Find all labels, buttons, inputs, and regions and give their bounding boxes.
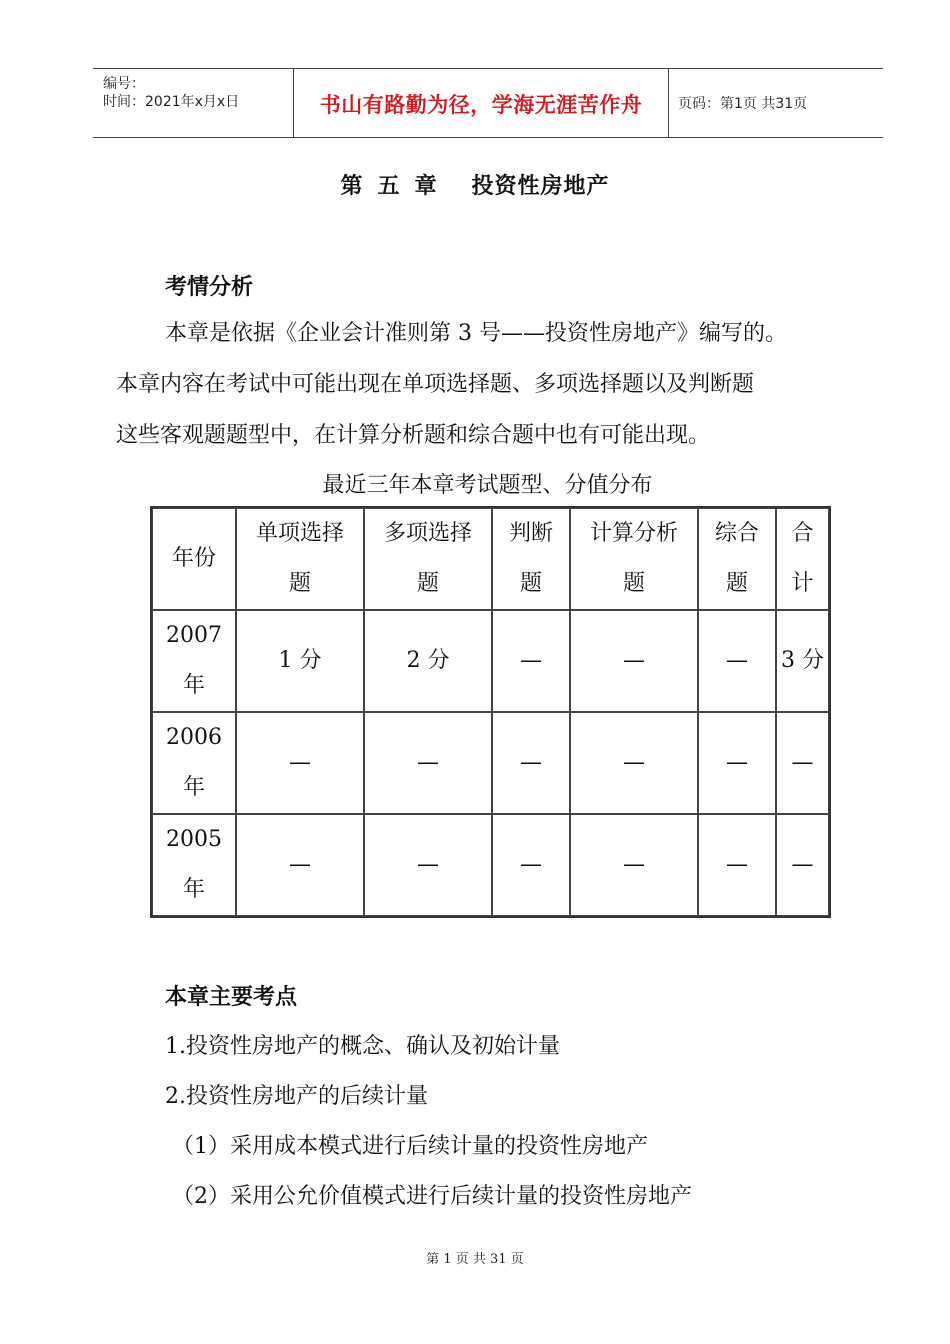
header-page-cell [668, 69, 883, 137]
table-header-row [152, 508, 829, 610]
score-cell: — [364, 814, 492, 916]
chapter-title-part4: 投资性房地产 [471, 174, 610, 199]
header-cell-year: 年份 [152, 508, 236, 610]
chapter-title-part3: 章 [414, 174, 438, 199]
header-cell-calculation: 计算分析 题 [570, 508, 698, 610]
year-cell: 2007 年 [152, 610, 236, 712]
header-cell-judgment: 判断 题 [492, 508, 570, 610]
chapter-title [0, 169, 950, 200]
header-cell-multi-choice: 多项选择 题 [364, 508, 492, 610]
header-page-info: 页码：第1页 共31页 [678, 96, 808, 112]
score-cell: 2 分 [364, 610, 492, 712]
score-cell: — [492, 610, 570, 712]
analysis-line: 这些客观题题型中，在计算分析题和综合题中也有可能出现。 [116, 423, 711, 448]
chapter-title-part1: 第 [340, 174, 364, 199]
analysis-line: 本章内容在考试中可能出现在单项选择题、多项选择题以及判断题 [116, 372, 755, 397]
score-cell: — [236, 712, 364, 814]
header-motto: 书山有路勤为径，学海无涯苦作舟 [319, 93, 643, 117]
header-cell-single-choice: 单项选择 题 [236, 508, 364, 610]
key-point-item: 1.投资性房地产的概念、确认及初始计量 [165, 1034, 560, 1059]
score-cell: — [698, 814, 776, 916]
score-cell: — [698, 712, 776, 814]
header-cell-comprehensive: 综合 题 [698, 508, 776, 610]
table-row [152, 610, 829, 712]
document-time-label: 时间：2021年x月x日 [103, 94, 240, 110]
score-cell: — [492, 712, 570, 814]
score-cell: 1 分 [236, 610, 364, 712]
document-number-label: 编号： [103, 76, 145, 92]
score-cell: — [570, 814, 698, 916]
score-cell: — [776, 814, 829, 916]
key-point-subitem: （1）采用成本模式进行后续计量的投资性房地产 [172, 1134, 648, 1159]
score-cell: — [570, 610, 698, 712]
header-meta-cell [93, 69, 293, 137]
score-cell: — [698, 610, 776, 712]
score-cell: 3 分 [776, 610, 829, 712]
analysis-heading: 考情分析 [165, 275, 254, 300]
key-point-subitem: （2）采用公允价值模式进行后续计量的投资性房地产 [172, 1184, 692, 1209]
score-cell: — [364, 712, 492, 814]
analysis-line: 本章是依据《企业会计准则第 3 号——投资性房地产》编写的。 [165, 321, 787, 346]
exam-score-table [150, 506, 831, 918]
chapter-title-part2: 五 [377, 174, 401, 199]
score-cell: — [776, 712, 829, 814]
table-row [152, 712, 829, 814]
year-cell: 2006 年 [152, 712, 236, 814]
key-point-item: 2.投资性房地产的后续计量 [165, 1084, 428, 1109]
score-cell: — [236, 814, 364, 916]
score-cell: — [570, 712, 698, 814]
table-caption: 最近三年本章考试题型、分值分布 [322, 473, 653, 498]
score-cell: — [492, 814, 570, 916]
header-cell-total: 合 计 [776, 508, 829, 610]
header-motto-cell [293, 69, 669, 137]
page-footer: 第 1 页 共 31 页 [426, 1252, 524, 1267]
page-header [93, 68, 883, 138]
analysis-paragraph [116, 308, 876, 461]
table-row [152, 814, 829, 916]
key-points-heading: 本章主要考点 [165, 985, 298, 1010]
year-cell: 2005 年 [152, 814, 236, 916]
